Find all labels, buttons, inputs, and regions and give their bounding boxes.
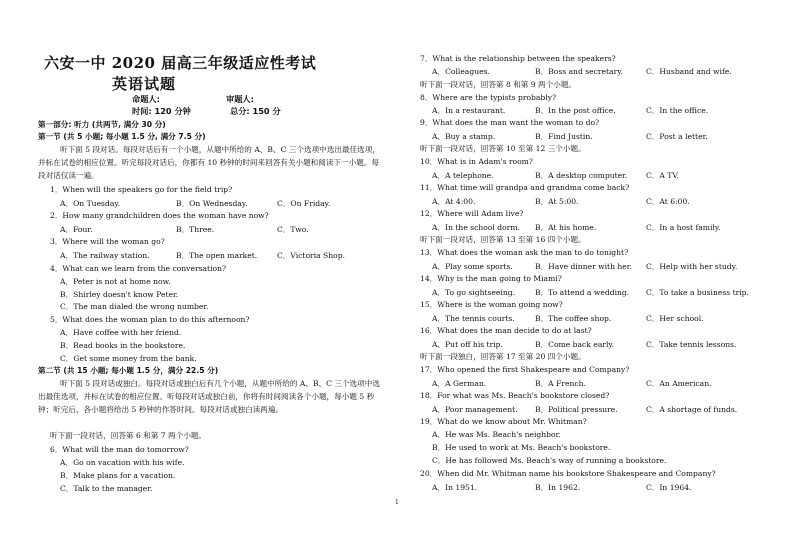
q5-option-c: C．Get some money from the bank.	[60, 354, 197, 363]
section2-instructions: 听下面 5 段对话或独白。每段对话或独白后有几个小题，从题中所给的 A、B、C 三个选项中选出最佳选项，并标在试卷的相应位置。听每段对话或独白前，你将有时间阅读各个小题，每小题 5 秒钟；听完后，各小题将给出 5 秒钟的作答时间。每段对话或独白读两遍。	[38, 379, 380, 414]
question-20: 20．When did Mr. Whitman name his bookstore Shakespeare and Company?	[420, 469, 716, 478]
q19-option-b: B．He used to work at Ms. Beach's bookstore.	[432, 443, 611, 452]
part1-heading: 第一部分: 听力 (共两节, 满分 30 分)	[38, 120, 166, 129]
question-2: 2．How many grandchildren does the woman have now?	[50, 211, 269, 220]
q10-option-b: B．A desktop computer.	[535, 171, 628, 180]
question-8: 8．Where are the typists probably?	[420, 93, 557, 102]
q18-option-c: C．A shortage of funds.	[646, 405, 738, 414]
q2-option-c: C．Two.	[277, 225, 309, 234]
q4-option-a: A．Peter is not at home now.	[60, 277, 171, 286]
q20-option-a: A．In 1951.	[432, 483, 478, 492]
q4-option-b: B．Shirley doesn't know Peter.	[60, 290, 179, 299]
q16-option-a: A．Put off his trip.	[432, 340, 503, 349]
question-7: 7．What is the relationship between the speakers?	[420, 54, 616, 63]
q18-option-b: B．Political pressure.	[535, 405, 618, 414]
q3-option-a: A．The railway station.	[60, 251, 150, 260]
q10-option-c: C．A TV.	[646, 171, 679, 180]
q9-option-c: C．Post a letter.	[646, 132, 708, 141]
q8-option-c: C．In the office.	[646, 106, 709, 115]
q10-option-a: A．A telephone.	[432, 171, 494, 180]
q15-option-a: A．The tennis courts.	[432, 314, 515, 323]
question-12: 12．Where will Adam live?	[420, 209, 524, 218]
question-9: 9．What does the man want the woman to do?	[420, 118, 600, 127]
q9-option-b: B．Find Justin.	[535, 132, 593, 141]
q17-option-b: B．A French.	[535, 379, 586, 388]
listen-instruction-13: 听下面一段对话，回答第 13 至第 16 四个小题。	[420, 235, 586, 244]
q4-option-c: C．The man dialed the wrong number.	[60, 302, 209, 311]
question-10: 10．What is in Adam's room?	[420, 157, 533, 166]
page-number: 1	[395, 499, 399, 506]
q14-option-c: C．To take a business trip.	[646, 288, 749, 297]
q15-option-c: C．Her school.	[646, 314, 704, 323]
question-15: 15．Where is the woman going now?	[420, 300, 563, 309]
q1-option-b: B．On Wednesday.	[176, 199, 248, 208]
section1-heading: 第一节 (共 5 小题; 每小题 1.5 分, 满分 7.5 分)	[38, 132, 206, 141]
listen-instruction-6: 听下面一段对话，回答第 6 和第 7 两个小题。	[50, 431, 207, 440]
question-3: 3．Where will the woman go?	[50, 237, 165, 246]
q3-option-c: C．Victoria Shop.	[277, 251, 345, 260]
reviewer-label: 审题人:	[226, 94, 254, 104]
q12-option-b: B．At his home.	[535, 223, 597, 232]
q12-option-c: C．In a host family.	[646, 223, 721, 232]
question-16: 16．What does the man decide to do at last?	[420, 326, 592, 335]
q8-option-a: A．In a restaurant.	[432, 106, 506, 115]
q11-option-c: C．At 6:00.	[646, 197, 690, 206]
question-19: 19．What do we know about Mr. Whitman?	[420, 417, 587, 426]
listen-instruction-8: 听下面一段对话，回答第 8 和第 9 两个小题。	[420, 80, 577, 89]
section2-heading: 第二节 (共 15 小题; 每小题 1.5 分，满分 22.5 分)	[38, 366, 219, 375]
q2-option-a: A．Four.	[60, 225, 93, 234]
question-18: 18．For what was Ms. Beach's bookstore closed?	[420, 391, 610, 400]
q16-option-c: C．Take tennis lessons.	[646, 340, 737, 349]
q14-option-b: B．To attend a wedding.	[535, 288, 630, 297]
q6-option-a: A．Go on vacation with his wife.	[60, 458, 185, 467]
q6-option-b: B．Make plans for a vacation.	[60, 471, 176, 480]
q13-option-a: A．Play some sports.	[432, 262, 513, 271]
question-13: 13．What does the woman ask the man to do tonight?	[420, 248, 629, 257]
q20-option-c: C．In 1964.	[646, 483, 692, 492]
q5-option-a: A．Have coffee with her friend.	[60, 328, 182, 337]
q13-option-c: C．Help with her study.	[646, 262, 738, 271]
question-6: 6．What will the man do tomorrow?	[50, 445, 189, 454]
q16-option-b: B．Come back early.	[535, 340, 615, 349]
question-4: 4．What can we learn from the conversation?	[50, 264, 227, 273]
q7-option-b: B．Boss and secretary.	[535, 67, 623, 76]
q3-option-b: B．The open market.	[176, 251, 258, 260]
question-14: 14．Why is the man going to Miami?	[420, 274, 562, 283]
q7-option-c: C．Husband and wife.	[646, 67, 732, 76]
q9-option-a: A．Buy a stamp.	[432, 132, 496, 141]
q8-option-b: B．In the post office.	[535, 106, 616, 115]
question-1: 1．When will the speakers go for the field trip?	[50, 185, 233, 194]
q14-option-a: A．To go sightseeing.	[432, 288, 515, 297]
q6-option-c: C．Talk to the manager.	[60, 484, 153, 493]
listen-instruction-17: 听下面一段独白，回答第 17 至第 20 四个小题。	[420, 352, 586, 361]
q1-option-c: C．On Friday.	[277, 199, 331, 208]
q12-option-a: A．In the school dorm.	[432, 223, 520, 232]
q5-option-b: B．Read books in the bookstore.	[60, 341, 186, 350]
q11-option-a: A．At 4:00.	[432, 197, 476, 206]
q2-option-b: B．Three.	[176, 225, 215, 234]
question-11: 11．What time will grandpa and grandma come back?	[420, 183, 630, 192]
q7-option-a: A．Colleagues.	[432, 67, 490, 76]
exam-subtitle: 英语试题	[112, 75, 177, 93]
section1-instructions: 听下面 5 段对话。每段对话后有一个小题，从题中所给的 A、B、C 三个选项中选出最佳选项，并标在试卷的相应位置。听完每段对话后，你都有 10 秒钟的时间来回答有关小题和阅读下一小题。每段对话仅读一遍。	[38, 145, 380, 180]
listen-instruction-10: 听下面一段对话，回答第 10 至第 12 三个小题。	[420, 144, 586, 153]
q20-option-b: B．In 1962.	[535, 483, 581, 492]
q17-option-c: C．An American.	[646, 379, 712, 388]
exam-title: 六安一中 2020 届高三年级适应性考试	[44, 54, 317, 72]
q19-option-c: C．He has followed Ms. Beach's way of running a bookstore.	[432, 456, 667, 465]
q15-option-b: B．The coffee shop.	[535, 314, 612, 323]
time-label: 时间: 120 分钟	[132, 106, 191, 116]
q19-option-a: A．He was Ms. Beach's neighbor.	[432, 430, 561, 439]
q18-option-a: A．Poor management.	[432, 405, 518, 414]
score-label: 总分: 150 分	[230, 106, 281, 116]
proposer-label: 命题人:	[132, 94, 160, 104]
q17-option-a: A．A German.	[432, 379, 487, 388]
question-5: 5．What does the woman plan to do this afternoon?	[50, 315, 250, 324]
q13-option-b: B．Have dinner with her.	[535, 262, 633, 271]
question-17: 17．Who opened the first Shakespeare and Company?	[420, 365, 630, 374]
q1-option-a: A．On Tuesday.	[60, 199, 121, 208]
q11-option-b: B．At 5:00.	[535, 197, 579, 206]
